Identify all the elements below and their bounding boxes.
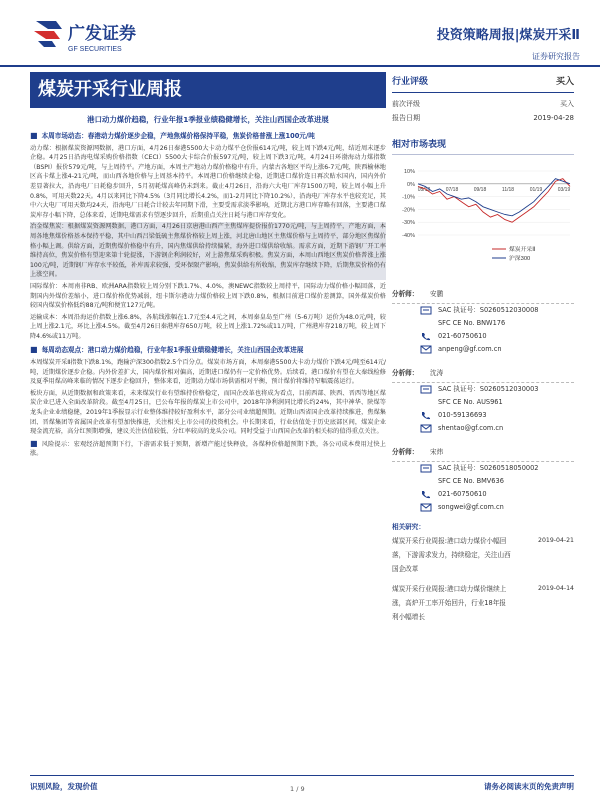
page-title: 煤炭开采行业周报 xyxy=(30,72,386,108)
analyst-name: 沈涛 xyxy=(430,368,444,377)
analyst-name: 安鹏 xyxy=(430,289,444,298)
y-tick-label: -40% xyxy=(402,233,415,239)
section-heading-views: ■ 每周动态观点：港口动力煤价趋稳，行业年报1季报业绩稳健增长，关注山西国企改革进展 xyxy=(30,345,304,355)
analyst-sac: SAC 执证号：S0260512030008 xyxy=(438,306,539,314)
analyst-sfc: SFC CE No. AUS961 xyxy=(438,398,503,406)
company-logo xyxy=(30,15,160,57)
analyst-sfc: SFC CE No. BNW176 xyxy=(438,319,506,327)
related-item-title[interactable]: 煤炭开采行业周报:港口动力煤价继续上涨，高炉开工率开始回升，行业18年报利小幅增长 xyxy=(392,585,507,621)
report-date-row xyxy=(392,111,574,125)
analyst-email-row[interactable] xyxy=(392,422,574,435)
analyst-sfc-row xyxy=(392,396,574,409)
paragraph-shipping: 运输成本：本周沿海运价指数上涨6.8%，各航线涨幅在1.7元至4.4元之间，本周秦皇岛至广州（5-6万吨）运价为48.0元/吨，较上周上涨2.1元，环比上涨4.5%。截至4月26日秦港库存650万吨，较上周上涨1.72%或11万吨，广州港库存218万吨，较上周下降4.6%或11万吨。 xyxy=(30,313,386,340)
mail-icon xyxy=(420,345,432,354)
phone-icon xyxy=(420,490,432,499)
id-card-icon xyxy=(420,464,432,473)
related-research xyxy=(392,520,574,624)
phone-icon xyxy=(420,411,432,420)
paragraph-views-1: 本周煤炭开采Ⅱ指数下跌8.1%，跑输沪深300指数2.5个百分点。煤炭市场方面，本周秦港5500大卡动力煤价下跌4元/吨至614元/吨，近期煤价逐步企稳。内外价差扩大，国内煤价相对偏高，近期进口煤仍有一定价格优势。后续看，港口煤价有望在大秦线检修及夏季用煤高峰来临的情况下逐步企稳回升，整体来看，近期动力煤市场供需相对平衡，预计煤价将维持窄幅震荡运行。 xyxy=(30,359,386,386)
analyst-phone-row xyxy=(392,488,574,501)
analyst-email[interactable]: shentao@gf.com.cn xyxy=(438,424,504,432)
logo-text-cn: 广发证券 xyxy=(68,24,136,43)
x-tick-label: 03/19 xyxy=(557,186,571,193)
analyst-name-row xyxy=(392,285,574,304)
footer-divider xyxy=(30,775,574,776)
chart-heading: 相对市场表现 xyxy=(392,137,574,155)
x-tick-label: 09/18 xyxy=(473,186,487,193)
analyst-label: 分析师： xyxy=(392,447,419,456)
footer-disclaimer[interactable]: 请务必阅读末页的免责声明 xyxy=(484,782,574,791)
analyst-sac-row xyxy=(392,462,574,475)
section-heading-market: ■ 本周市场动态：春港动力煤价逐步企稳，产地焦煤价格保持平稳，焦炭价格普涨上涨100元/吨 xyxy=(30,131,315,140)
mail-icon xyxy=(420,424,432,433)
mail-icon xyxy=(420,503,432,512)
bullet-icon: ■ xyxy=(30,438,38,448)
analyst-phone-row xyxy=(392,330,574,343)
legend-label: 沪深300 xyxy=(509,256,531,262)
analyst-label: 分析师： xyxy=(392,289,419,298)
analyst-card xyxy=(392,364,574,435)
analyst-name-row xyxy=(392,443,574,462)
id-card-icon xyxy=(420,385,432,394)
report-category: 证券研究报告 xyxy=(532,52,580,61)
analyst-phone: 021-60750610 xyxy=(438,332,487,340)
report-date-value: 2019-04-28 xyxy=(533,114,574,122)
y-tick-label: 0% xyxy=(407,181,415,188)
rating-value: 买入 xyxy=(555,77,574,87)
spacer xyxy=(420,398,432,407)
paragraph-risk: ■ 风险提示：宏观经济超预期下行，下游需求低于预期，新增产能过快释放，各煤种价格超预期下跌，各公司成本费用过快上涨。 xyxy=(30,438,386,458)
analyst-card xyxy=(392,285,574,356)
series-line-2 xyxy=(418,179,570,216)
rating-row xyxy=(392,72,574,93)
series-line-1 xyxy=(418,179,570,223)
related-item[interactable] xyxy=(392,534,574,576)
analyst-phone: 010-59136693 xyxy=(438,411,487,419)
analyst-name-row xyxy=(392,364,574,383)
relative-performance-chart xyxy=(392,165,574,277)
analyst-name: 宋炜 xyxy=(430,447,444,456)
previous-rating-row xyxy=(392,97,574,111)
analyst-phone-row xyxy=(392,409,574,422)
sidebar xyxy=(392,72,574,624)
logo-text-en: GF SECURITIES xyxy=(68,46,122,53)
analyst-sfc-row xyxy=(392,317,574,330)
related-item-date: 2019-04-14 xyxy=(538,585,574,592)
report-body xyxy=(30,112,386,461)
report-type: 投资策略周报|煤炭开采Ⅱ xyxy=(436,28,580,43)
analyst-email-row[interactable] xyxy=(392,501,574,514)
page-number: 1 / 9 xyxy=(290,785,305,793)
analyst-sac-row xyxy=(392,383,574,396)
report-subtitle: 港口动力煤价趋稳，行业年报1季报业绩稳健增长，关注山西国企改革进展 xyxy=(87,115,329,124)
analyst-card xyxy=(392,443,574,514)
analyst-email-row[interactable] xyxy=(392,343,574,356)
paragraph-thermal-coal: 动力煤：根据煤炭资源网数据，港口方面，4月26日秦港5500大卡动力煤平仓价报614元/吨，较上周下跌4元/吨，结近周末逐步企稳。4月25日沿海电煤采购价格指数（CECI）5500大卡综合价报597元/吨，较上周下跌3元/吨，4月24日环渤海动力煤指数（BSPI）报价579元/吨，与上周持平。产地方面，本周主产地动力煤价格稳中有升，内蒙古各地区平均上涨6-7元/吨，陕西榆林地区高卡煤上涨4-21元/吨，而山西各地价格与上周基本持平。本周港口价格继续企稳，近期进口煤价连日再次贴水国内，国内外价差显著拉大，沿海电厂日耗稳步回升，5月初耗煤高峰仍未到来。截止4月26日，沿海六大电厂库存1500万吨，较上周小幅上升0.8%，可用天数22天。4月以来同比下降4.5%（3月同比增长4.2%，而1-2月同比下降10.2%），沿海电厂库存水平也较充足，其中六大电厂可用天数均24天，沿海电厂日耗合计较去年同期下滑，主要受需求淡季影响，近期北方港口库存略有回落，主要港口煤炭库存小幅下降，总体来看，近期电煤需求有望逐步回升，后期重点关注日耗与港口库存变化。 xyxy=(30,144,386,219)
related-item[interactable] xyxy=(392,582,574,624)
bullet-icon: ■ xyxy=(30,345,38,355)
analyst-phone: 021-60750610 xyxy=(438,490,487,498)
analyst-label: 分析师： xyxy=(392,368,419,377)
x-tick-label: 05/18 xyxy=(417,186,431,193)
x-tick-label: 01/19 xyxy=(529,186,543,193)
previous-rating-value: 买入 xyxy=(560,100,574,108)
analyst-email[interactable]: songwei@gf.com.cn xyxy=(438,503,504,511)
y-tick-label: -30% xyxy=(402,220,415,227)
previous-rating-label: 前次评级 xyxy=(392,100,420,108)
footer-slogan: 识别风险，发现价值 xyxy=(30,782,98,791)
report-date-label: 报告日期 xyxy=(392,114,420,122)
y-tick-label: -10% xyxy=(402,194,415,201)
y-tick-label: 10% xyxy=(403,169,415,175)
related-item-title[interactable]: 煤炭开采行业周报:港口动力煤价小幅回落，下游需求发力，持续稳定，关注山西国企改革 xyxy=(392,537,511,573)
paragraph-international: 国际煤价：本周南非RB、欧洲ARA指数较上周分别下跌1.7%、4.0%，澳NEWC指数较上周持平，国际动力煤价格小幅回落，近期国内外煤价差缩小，进口煤价格优势减弱，纽卡斯尔港动力煤价格较上周下跌0.8%，根据目前进口煤价差测算，国外煤炭价格较国内煤炭价格低约88元/吨和便宜127元/吨。 xyxy=(30,282,386,310)
header-divider xyxy=(0,65,600,67)
x-tick-label: 07/18 xyxy=(445,186,459,193)
phone-icon xyxy=(420,332,432,341)
bullet-icon: ■ xyxy=(30,131,38,140)
rating-label: 行业评级 xyxy=(392,77,429,87)
paragraph-views-2: 板块方面，从近期数据和政策来看，未来煤炭行业有望维持价格稳定，而国企改革也将成为看点，目前西部、陕西、晋西等地区煤炭企业已进入全面改革阶段。截至4月25日，已公布年报的煤炭上市公司中，2018年净利润同比增长约24%，其中神华、陕煤等龙头企业业绩稳健，2019年1季报显示行业整体维持较好盈利水平，部分公司业绩超预期。近期山西省国企改革持续推进，焦煤集团、晋煤集团等省属国企改革有望加快推进，关注相关上市公司的投资机会。中长期来看，行业估值处于历史底部区间，煤炭企业现金流充裕，高分红预期增强，建议关注估值较低、分红率较高的龙头公司。同时受益于山西国企改革的相关标的值得重点关注。 xyxy=(30,389,386,436)
analyst-sfc: SFC CE No. BMV636 xyxy=(438,477,504,485)
related-item-date: 2019-04-21 xyxy=(538,537,574,544)
analyst-sac: SAC 执证号：S0260518050002 xyxy=(438,464,539,472)
spacer xyxy=(420,477,432,486)
analyst-sac-row xyxy=(392,304,574,317)
id-card-icon xyxy=(420,306,432,315)
header-right xyxy=(437,24,580,62)
related-heading: 相关研究： xyxy=(392,523,425,531)
analyst-sac: SAC 执证号：S0260512030003 xyxy=(438,385,539,393)
y-tick-label: -20% xyxy=(402,207,415,214)
x-tick-label: 11/18 xyxy=(501,186,515,193)
spacer xyxy=(420,319,432,328)
legend-label: 煤炭开采Ⅱ xyxy=(509,247,536,253)
paragraph-coking-coal: 冶金煤焦炭：根据煤炭资源网数据，港口方面，4月26日京唐港山西产主焦煤库提价报价1770元/吨，与上周持平，产地方面，本周各地焦煤价格基本保持平稳，其中山西吕梁低硫主焦煤价格较上周上涨，河北唐山地区主焦煤价格与上周持平，部分地区焦煤价格小幅上调。供给方面，近期焦煤价格稳中有升，国内焦煤供给持续偏紧，海外进口煤供给收缩。需求方面，近期下游钢厂开工率维持高位，焦炭价格有望迎来第十轮提涨，下游钢企利润较好，对上游焦煤采购积极。焦炭方面，本周山西地区焦炭价格普涨上涨100元/吨，近期钢厂库存水平较低，补库需求较强，受环保限产影响，焦炭供给有所收缩，焦炭库存继续下降，后期焦炭价格仍有上涨空间。 xyxy=(30,223,386,279)
analyst-list xyxy=(392,285,574,514)
chart-svg xyxy=(392,165,574,277)
analyst-sfc-row xyxy=(392,475,574,488)
analyst-email[interactable]: anpeng@gf.com.cn xyxy=(438,345,502,353)
